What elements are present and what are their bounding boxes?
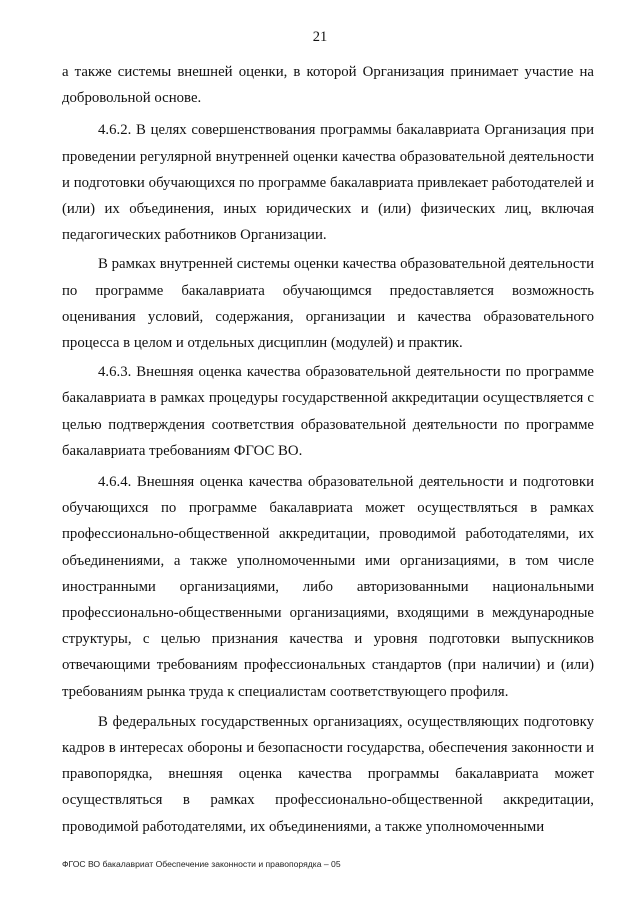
document-body bbox=[62, 59, 594, 840]
paragraph-4-6-4: 4.6.4. Внешняя оценка качества образовательной деятельности и подготовки обучающихся по программе бакалавриата может осуществляться в рамках профессионально-общественной аккредитации, проводимой работодателями, их объединениями, а также уполномоченными ими организациями, в том числе иностранными организациями, либо авторизованными национальными профессионально-общественными организациями, входящими в международные структуры, с целью признания качества и уровня подготовки выпускников отвечающими требованиям профессиональных стандартов (при наличии) и (или) требованиям рынка труда к специалистам соответствующего профиля. bbox=[62, 474, 594, 700]
paragraph-continuation: а также системы внешней оценки, в которой Организация принимает участие на добровольной основе. bbox=[62, 64, 594, 107]
paragraph-4-6-3: 4.6.3. Внешняя оценка качества образовательной деятельности по программе бакалавриата в рамках процедуры государственной аккредитации осуществляется с целью подтверждения соответствия образовательной деятельности по программе бакалавриата требованиям ФГОС ВО. bbox=[62, 364, 594, 459]
paragraph-federal-organizations: В федеральных государственных организациях, осуществляющих подготовку кадров в интересах обороны и безопасности государства, обеспечения законности и правопорядка, внешняя оценка качества программы бакалавриата может осуществляться в рамках профессионально-общественной аккредитации, проводимой работодателями, их объединениями, а также уполномоченными bbox=[62, 713, 594, 835]
paragraph-4-6-2: 4.6.2. В целях совершенствования программы бакалавриата Организация при проведении регулярной внутренней оценки качества образовательной деятельности и подготовки обучающихся по программе бакалавриата привлекает работодателей и (или) их объединения, иных юридических и (или) физических лиц, включая педагогических работников Организации. bbox=[62, 122, 594, 244]
paragraph-internal-assessment: В рамках внутренней системы оценки качества образовательной деятельности по программе бакалавриата обучающимся предоставляется возможность оценивания условий, содержания, организации и качества образовательного процесса в целом и отдельных дисциплин (модулей) и практик. bbox=[62, 256, 594, 352]
footer-document-title: ФГОС ВО бакалавриат Обеспечение законности и правопорядка – 05 bbox=[62, 859, 341, 869]
page-number: 21 bbox=[312, 29, 328, 45]
